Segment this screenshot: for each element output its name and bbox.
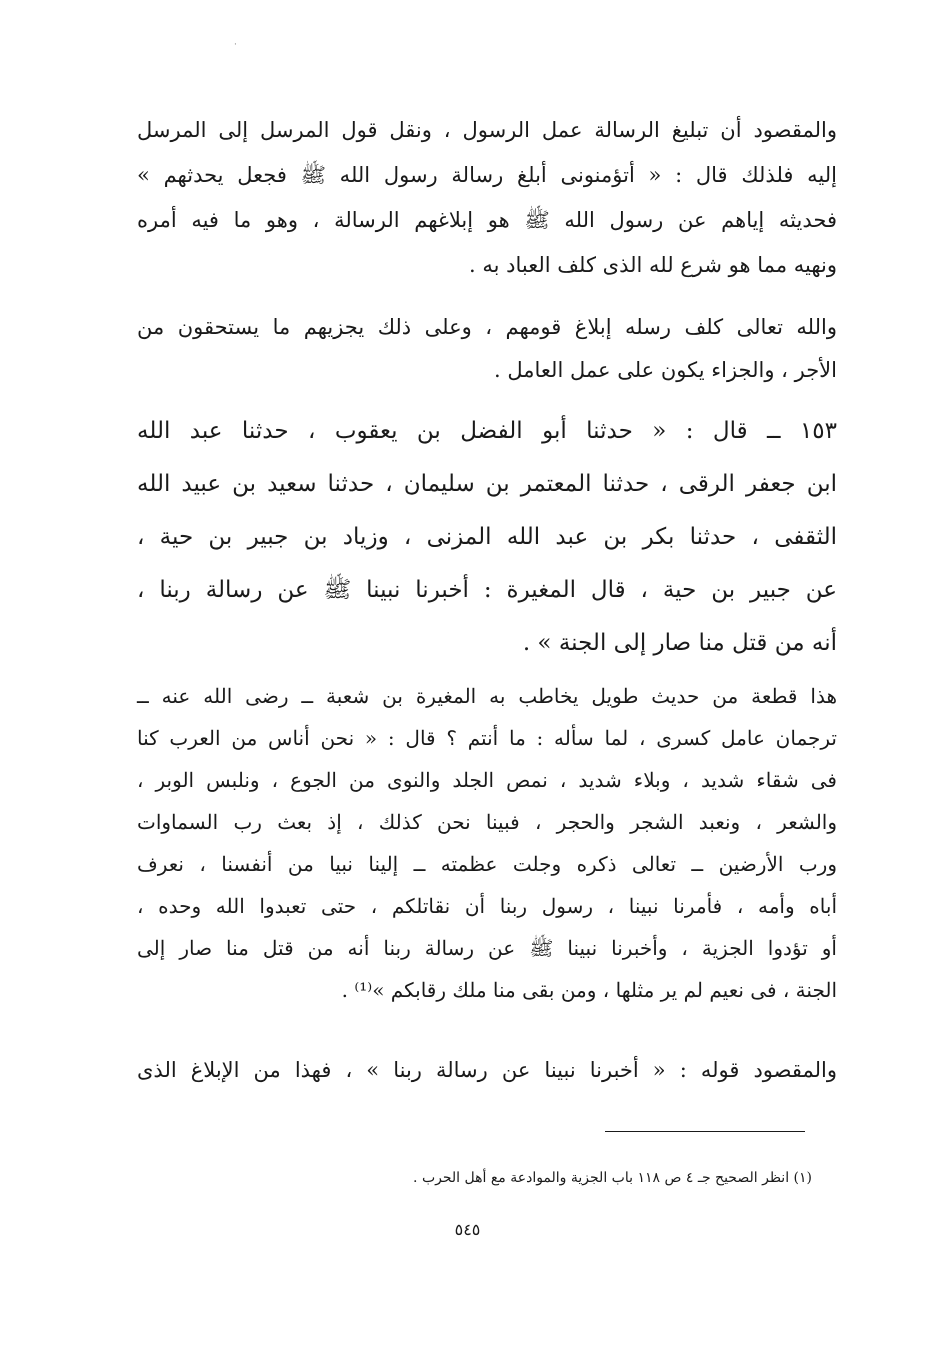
text-line: إليه فلذلك قال : « أتؤمنونى أبلغ رسالة رسول الله ﷺ فجعل يحدثهم » xyxy=(137,163,837,187)
text-line: ابن جعفر الرقى ، حدثنا المعتمر بن سليمان ، حدثنا سعيد بن عبيد الله xyxy=(137,471,837,497)
text-line: والمقصود قوله : « أخبرنا نبينا عن رسالة ربنا » ، فهذا من الإبلاغ الذى xyxy=(137,1058,837,1082)
paragraph-2 xyxy=(137,306,837,392)
text-line: هذا قطعة من حديث طويل يخاطب به المغيرة بن شعبة ــ رضى الله عنه ــ xyxy=(137,684,837,708)
text-line: الأجر ، والجزاء يكون على عمل العامل . xyxy=(494,358,837,382)
text-line: والمقصود أن تبليغ الرسالة عمل الرسول ، ونقل قول المرسل إلى المرسل xyxy=(137,118,837,142)
text-line: ونهيه مما هو شرع لله الذى كلف العباد به . xyxy=(469,253,837,277)
text-line: والله تعالى كلف رسله إبلاغ قومهم ، وعلى ذلك يجزيهم ما يستحقون من xyxy=(137,315,837,339)
text-line: الثقفى ، حدثنا بكر بن عبد الله المزنى ، وزياد بن جبير بن حية ، xyxy=(137,524,837,550)
text-line: فحديثه إياهم عن رسول الله ﷺ هو إبلاغهم الرسالة ، وهو ما فيه أمره xyxy=(137,208,837,232)
paragraph-5 xyxy=(137,1048,837,1093)
footnote-separator xyxy=(605,1131,805,1132)
hadith-153-paragraph xyxy=(137,405,837,670)
text-line: الجنة ، فى نعيم لم ير مثلها ، ومن بقى منا ملك رقابكم »⁽¹⁾ . xyxy=(341,978,837,1002)
scan-mark: · xyxy=(234,40,237,50)
text-line: أنه من قتل منا صار إلى الجنة » . xyxy=(522,630,837,656)
text-line: ورب الأرضين ــ تعالى ذكره وجلت عظمته ــ إلينا نبيا من أنفسنا ، نعرف xyxy=(137,852,837,876)
text-line: ١٥٣ ــ قال : « حدثنا أبو الفضل بن يعقوب ، حدثنا عبد الله xyxy=(137,418,837,444)
paragraph-1 xyxy=(137,108,837,288)
footnote: (١) انظر الصحيح جـ ٤ ص ١١٨ باب الجزية والموادعة مع أهل الحرب . xyxy=(413,1170,812,1186)
text-line: فى شقاء شديد ، وبلاء شديد ، نمص الجلد والنوى من الجوع ، ونلبس الوبر ، xyxy=(137,768,837,792)
text-line: أو تؤدوا الجزية ، وأخبرنا نبينا ﷺ عن رسالة ربنا أنه من قتل منا صار إلى xyxy=(137,936,837,960)
text-line: أباه وأمه ، فأمرنا نبينا ، رسول ربنا أن نقاتلكم ، حتى تعبدوا الله وحده ، xyxy=(137,894,837,918)
commentary-paragraph xyxy=(137,675,837,1011)
page-number: ٥٤٥ xyxy=(454,1220,481,1239)
text-line: عن جبير بن حية ، قال المغيرة : أخبرنا نبينا ﷺ عن رسالة ربنا ، xyxy=(137,577,837,603)
text-line: والشعر ، ونعبد الشجر والحجر ، فبينا نحن كذلك ، إذ بعث رب السماوات xyxy=(137,810,837,834)
text-line: ترجمان عامل كسرى ، لما سأله : ما أنتم ؟ قال : « نحن أناس من العرب كنا xyxy=(137,726,837,750)
